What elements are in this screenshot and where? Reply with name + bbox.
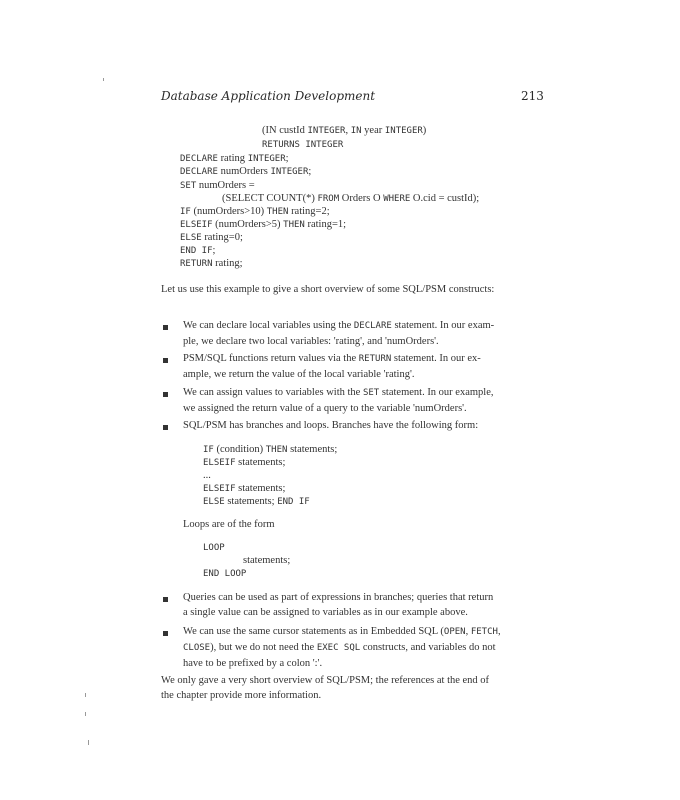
code-text: rating=2; — [288, 206, 330, 217]
code-line — [180, 245, 215, 256]
intro-paragraph: Let us use this example to give a short overview of some SQL/PSM constructs: — [161, 284, 495, 295]
code-text: (IN custId — [262, 125, 308, 136]
keyword: FETCH — [470, 627, 498, 637]
bullet-text: statement. In our ex- — [391, 353, 481, 364]
bullet-text: We can use the same cursor statements as in Embedded SQL ( — [183, 626, 444, 637]
keyword: THEN — [265, 445, 288, 455]
bullet-text: We can declare local variables using the — [183, 320, 354, 331]
keyword: END LOOP — [203, 569, 247, 579]
code-text: numOrders = — [196, 180, 255, 191]
keyword: DECLARE — [180, 154, 218, 164]
keyword: SET — [180, 181, 197, 191]
bullet-marker — [163, 358, 168, 363]
bullet-cursors — [183, 624, 501, 671]
bullet-text: have to be prefixed by a colon ':'. — [183, 658, 323, 669]
keyword: END IF — [180, 246, 213, 256]
keyword: RETURNS INTEGER — [262, 140, 344, 150]
code-text: ; — [285, 153, 289, 164]
bullet-marker — [163, 597, 168, 602]
bullet-text: ample, we return the value of the local variable 'rating'. — [183, 369, 415, 380]
scan-mark — [103, 78, 104, 81]
keyword: INTEGER — [247, 154, 286, 164]
bullet-text: statement. In our exam- — [391, 320, 495, 331]
keyword: INTEGER — [270, 167, 309, 177]
bullet-text: PSM/SQL functions return values via the — [183, 353, 359, 364]
code-line — [180, 206, 330, 217]
code-line — [180, 232, 243, 243]
code-text: (SELECT COUNT(*) — [222, 193, 318, 204]
code-text: year — [361, 125, 385, 136]
keyword: ELSEIF — [203, 484, 236, 494]
bullet-set — [183, 385, 494, 416]
code-line — [262, 125, 426, 136]
code-line — [203, 483, 285, 494]
code-line — [180, 258, 243, 269]
keyword: DECLARE — [353, 321, 392, 331]
code-line — [203, 496, 310, 507]
bullet-return — [183, 351, 481, 382]
code-line — [203, 444, 337, 455]
bullet-marker — [163, 392, 168, 397]
code-line — [203, 568, 246, 579]
keyword: SET — [362, 388, 380, 398]
code-text: statements; — [224, 496, 278, 507]
code-line — [203, 542, 225, 553]
code-line — [180, 153, 289, 164]
keyword: THEN — [283, 220, 305, 230]
code-text: ; — [308, 166, 312, 177]
code-text: (numOrders>10) — [190, 206, 267, 217]
code-text: (condition) — [213, 444, 266, 455]
code-text: statements; — [243, 555, 291, 566]
keyword: THEN — [266, 207, 289, 217]
loops-intro: Loops are of the form — [183, 519, 275, 530]
code-line — [262, 139, 343, 150]
scan-mark — [88, 740, 89, 745]
keyword: WHERE — [383, 194, 411, 204]
code-text: ; — [212, 245, 216, 256]
code-text: statements; — [287, 444, 338, 455]
keyword: CLOSE — [183, 643, 211, 653]
code-text: (numOrders>5) — [212, 219, 284, 230]
keyword: INTEGER — [384, 126, 423, 136]
bullet-text: ple, we declare two local variables: 'rating', and 'numOrders'. — [183, 336, 439, 347]
code-line — [180, 166, 311, 177]
bullet-text: ), but we do not need the — [210, 642, 317, 653]
code-line — [180, 180, 255, 191]
bullet-marker — [163, 325, 168, 330]
closing-text: the chapter provide more information. — [161, 690, 322, 701]
keyword: END IF — [277, 497, 310, 507]
code-text: rating; — [212, 258, 243, 269]
closing-text: We only gave a very short overview of SQL/PSM; the references at the end of — [161, 675, 490, 686]
code-line — [203, 470, 211, 481]
keyword: IN — [350, 126, 362, 136]
code-text: rating — [217, 153, 248, 164]
bullet-text: We can assign values to variables with the — [183, 387, 363, 398]
code-text: ... — [203, 470, 211, 481]
code-line — [180, 219, 346, 230]
bullet-text: Queries can be used as part of expressions in branches; queries that return — [183, 592, 494, 603]
keyword: ELSE — [203, 497, 225, 507]
code-text: O.cid = custId); — [410, 193, 480, 204]
scan-mark — [85, 712, 86, 716]
keyword: RETURN — [180, 259, 213, 269]
keyword: ELSEIF — [203, 458, 236, 468]
keyword: ELSEIF — [180, 220, 213, 230]
code-text: statements; — [235, 483, 286, 494]
keyword: EXEC SQL — [316, 643, 361, 653]
code-text: Orders O — [339, 193, 384, 204]
bullet-text: statement. In our example, — [379, 387, 494, 398]
keyword: LOOP — [203, 543, 225, 553]
keyword: INTEGER — [307, 126, 346, 136]
bullet-text: a single value can be assigned to variables as in our example above. — [183, 607, 468, 618]
bullet-queries — [183, 590, 493, 620]
bullet-text: we assigned the return value of a query to the variable 'numOrders'. — [183, 403, 467, 414]
code-line — [203, 457, 285, 468]
code-line — [243, 555, 290, 566]
keyword: OPEN — [443, 627, 466, 637]
keyword: ELSE — [180, 233, 202, 243]
keyword: FROM — [317, 194, 340, 204]
bullet-marker — [163, 631, 168, 636]
scan-mark — [85, 693, 86, 697]
code-text: statements; — [235, 457, 286, 468]
page-number: 213 — [521, 89, 544, 103]
keyword: IF — [180, 207, 191, 217]
code-text: , — [345, 125, 351, 136]
bullet-text: constructs, and variables do not — [360, 642, 496, 653]
keyword: DECLARE — [180, 167, 218, 177]
running-head: Database Application Development — [161, 89, 376, 103]
code-text: numOrders — [217, 166, 271, 177]
bullet-declare — [183, 318, 494, 349]
bullet-text: , — [465, 626, 471, 637]
bullet-marker — [163, 425, 168, 430]
code-text: ) — [422, 125, 427, 136]
bullet-branches: SQL/PSM has branches and loops. Branches have the following form: — [183, 420, 479, 431]
keyword: IF — [203, 445, 214, 455]
code-text: rating=1; — [304, 219, 347, 230]
bullet-text: , — [497, 626, 501, 637]
code-text: rating=0; — [201, 232, 243, 243]
closing-paragraph — [161, 673, 489, 703]
code-line — [222, 193, 479, 204]
keyword: RETURN — [358, 354, 392, 364]
